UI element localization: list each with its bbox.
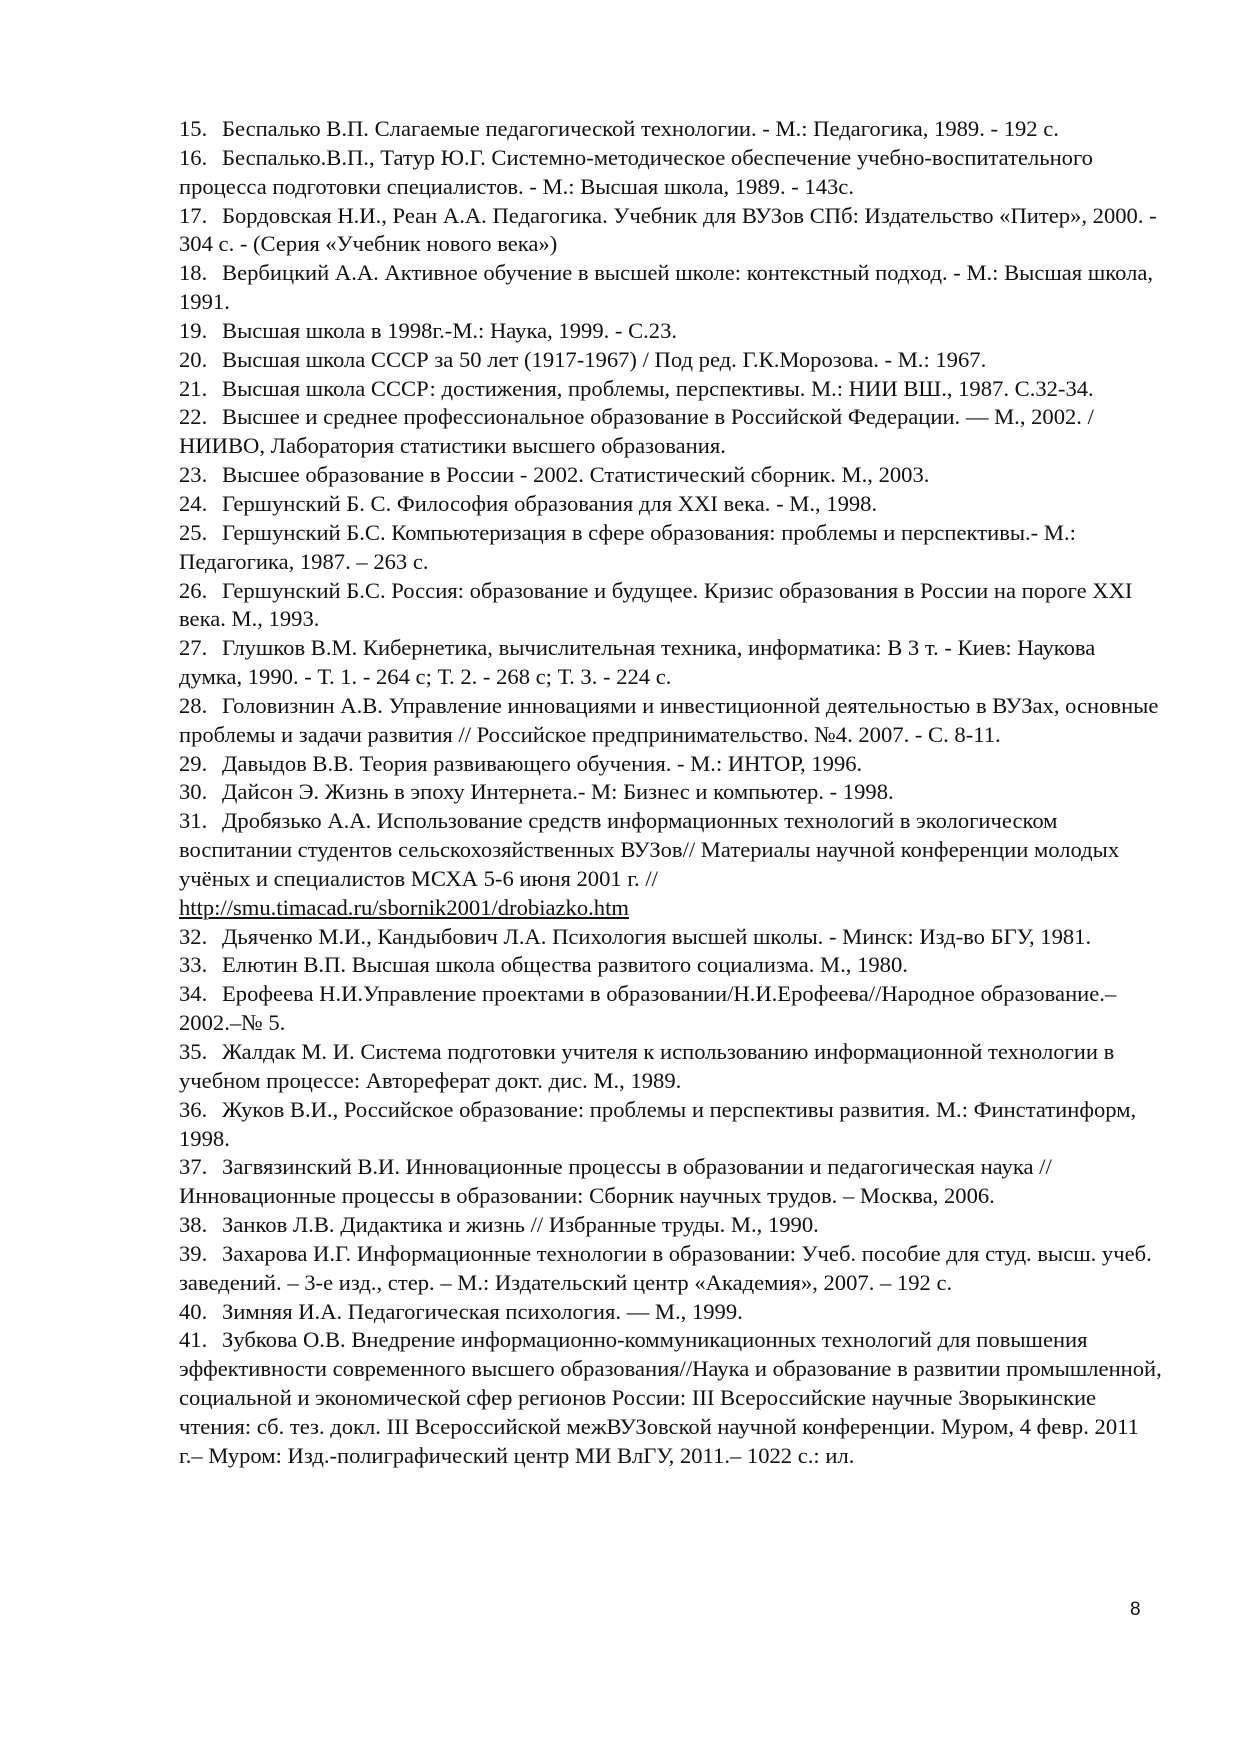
- reference-item: [179, 577, 1164, 635]
- reference-item: [179, 634, 1164, 692]
- reference-text: Высшее и среднее профессиональное образование в Российской Федерации. — М., 2002. / НИИВО, Лаборатория статистики высшего образования.: [179, 404, 1094, 459]
- reference-item: [179, 778, 1164, 807]
- reference-text: Занков Л.В. Дидактика и жизнь // Избранные труды. М., 1990.: [222, 1212, 819, 1238]
- reference-number: 40.: [179, 1298, 208, 1324]
- reference-number: 41.: [179, 1327, 208, 1353]
- reference-number: 34.: [179, 981, 208, 1007]
- reference-item: [179, 461, 1164, 490]
- reference-link[interactable]: http://smu.timacad.ru/sbornik2001/drobiazko.htm: [179, 894, 629, 920]
- reference-item: [179, 202, 1164, 260]
- reference-text: Головизнин А.В. Управление инновациями и инвестиционной деятельностью в ВУЗах, основные проблемы и задачи развития // Российское предпринимательство. №4. 2007. - С. 8-11.: [179, 692, 1159, 747]
- reference-number: 20.: [179, 346, 208, 372]
- reference-item: [179, 1240, 1164, 1298]
- reference-item: [179, 403, 1164, 461]
- reference-number: 17.: [179, 202, 208, 228]
- reference-item: [179, 519, 1164, 577]
- reference-item: [179, 144, 1164, 202]
- reference-item: [179, 317, 1164, 346]
- reference-number: 39.: [179, 1240, 208, 1266]
- reference-number: 25.: [179, 519, 208, 545]
- reference-text: Загвязинский В.И. Инновационные процессы в образовании и педагогическая наука // Инновационные процессы в образовании: Сборник научных трудов. – Москва, 2006.: [179, 1154, 1052, 1209]
- reference-number: 35.: [179, 1039, 208, 1064]
- reference-text: Глушков В.М. Кибернетика, вычислительная техника, информатика: В 3 т. - Киев: Наукова думка, 1990. - Т. 1. - 264 с; Т. 2. - 268 с; Т. 3. - 224 с.: [179, 635, 1096, 690]
- reference-item: [179, 115, 1164, 144]
- reference-text: Зимняя И.А. Педагогическая психология. — М., 1999.: [222, 1298, 743, 1324]
- reference-number: 21.: [179, 375, 208, 401]
- reference-number: 38.: [179, 1212, 208, 1238]
- reference-item: [179, 490, 1164, 519]
- reference-text: Елютин В.П. Высшая школа общества развитого социализма. М., 1980.: [222, 952, 908, 978]
- reference-text: Вербицкий А.А. Активное обучение в высшей школе: контекстный подход. - М.: Высшая школа, 1991.: [179, 260, 1154, 315]
- reference-item: [179, 1096, 1164, 1154]
- reference-number: 31.: [179, 808, 208, 834]
- reference-number: 24.: [179, 490, 208, 516]
- reference-text: Жуков В.И., Российское образование: проблемы и перспективы развития. М.: Финстатинформ, 1998.: [179, 1096, 1137, 1151]
- reference-number: 36.: [179, 1096, 208, 1122]
- reference-text: Бордовская Н.И., Реан А.А. Педагогика. Учебник для ВУЗов СПб: Издательство «Питер», 2000. - 304 с. - (Серия «Учебник нового века»): [179, 202, 1157, 257]
- reference-item: [179, 1326, 1164, 1470]
- reference-text: Зубкова О.В. Внедрение информационно-коммуникационных технологий для повышения эффективности современного высшего образования//Наука и образование в развитии промышленной, социальной и экономической сфер регионов России: III Всероссийские научные Зворыкинские чтения: сб. тез. докл. III Всероссийской межВУЗовской научной конференции. Муром, 4 февр. 2011 г.– Муром: Изд.-полиграфический центр МИ ВлГУ, 2011.– 1022 с.: ил.: [179, 1327, 1162, 1468]
- reference-number: 28.: [179, 692, 208, 718]
- reference-text: Гершунский Б. С. Философия образования для XXI века. - М., 1998.: [222, 490, 878, 516]
- reference-item: [179, 951, 1164, 980]
- reference-text: Дайсон Э. Жизнь в эпоху Интернета.- М: Бизнес и компьютер. - 1998.: [222, 779, 894, 805]
- reference-text: Высшая школа СССР за 50 лет (1917-1967) / Под ред. Г.К.Морозова. - М.: 1967.: [222, 346, 987, 372]
- reference-item: [179, 1038, 1164, 1096]
- page-number: 8: [1130, 1599, 1141, 1620]
- reference-number: 27.: [179, 635, 208, 661]
- reference-item: [179, 1298, 1164, 1327]
- reference-text: Высшая школа в 1998г.-М.: Наука, 1999. - С.23.: [222, 317, 678, 343]
- reference-text: Гершунский Б.С. Россия: образование и будущее. Кризис образования в России на пороге XXI века. М., 1993.: [179, 577, 1133, 632]
- reference-number: 19.: [179, 317, 208, 343]
- reference-text: Беспалько В.П. Слагаемые педагогической технологии. - М.: Педагогика, 1989. - 192 с.: [222, 116, 1059, 141]
- reference-item: [179, 750, 1164, 779]
- reference-text: Дьяченко М.И., Кандыбович Л.А. Психология высшей школы. - Минск: Изд-во БГУ, 1981.: [222, 923, 1092, 949]
- reference-number: 37.: [179, 1154, 208, 1180]
- reference-number: 22.: [179, 404, 208, 430]
- reference-text: Высшее образование в России - 2002. Статистический сборник. М., 2003.: [222, 462, 930, 488]
- reference-text: Захарова И.Г. Информационные технологии в образовании: Учеб. пособие для студ. высш. учеб. заведений. – 3-е изд., стер. – М.: Издательский центр «Академия», 2007. – 192 с.: [179, 1240, 1152, 1295]
- reference-item: [179, 923, 1164, 952]
- reference-item: [179, 1153, 1164, 1211]
- reference-number: 29.: [179, 750, 208, 776]
- reference-item: [179, 375, 1164, 404]
- reference-number: 18.: [179, 260, 208, 286]
- reference-number: 30.: [179, 779, 208, 805]
- reference-item: [179, 259, 1164, 317]
- reference-list: [179, 115, 1164, 1471]
- reference-number: 16.: [179, 144, 208, 170]
- reference-item: [179, 346, 1164, 375]
- reference-text: Ерофеева Н.И.Управление проектами в образовании/Н.И.Ерофеева//Народное образование.–2002.–№ 5.: [179, 981, 1117, 1036]
- reference-text: Высшая школа СССР: достижения, проблемы, перспективы. М.: НИИ ВШ., 1987. С.32-34.: [222, 375, 1094, 401]
- reference-number: 26.: [179, 577, 208, 603]
- reference-item: [179, 980, 1164, 1038]
- reference-number: 32.: [179, 923, 208, 949]
- reference-item: [179, 692, 1164, 750]
- reference-text: Беспалько.В.П., Татур Ю.Г. Системно-методическое обеспечение учебно-воспитательного процесса подготовки специалистов. - М.: Высшая школа, 1989. - 143с.: [179, 144, 1093, 199]
- reference-text: Давыдов В.В. Теория развивающего обучения. - М.: ИНТОР, 1996.: [222, 750, 863, 776]
- reference-number: 33.: [179, 952, 208, 978]
- reference-number: 15.: [179, 116, 208, 141]
- reference-item: [179, 807, 1164, 922]
- reference-text: Дробязько А.А. Использование средств информационных технологий в экологическом воспитании студентов сельскохозяйственных ВУЗов// Материалы научной конференции молодых учёных и специалистов МСХА 5-6 июня 2001 г. //: [179, 808, 1120, 891]
- reference-number: 23.: [179, 462, 208, 488]
- reference-item: [179, 1211, 1164, 1240]
- reference-text: Жалдак М. И. Система подготовки учителя к использованию информационной технологии в учебном процессе: Автореферат докт. дис. М., 1989.: [179, 1039, 1115, 1093]
- reference-text: Гершунский Б.С. Компьютеризация в сфере образования: проблемы и перспективы.- М.: Педагогика, 1987. – 263 с.: [179, 519, 1076, 574]
